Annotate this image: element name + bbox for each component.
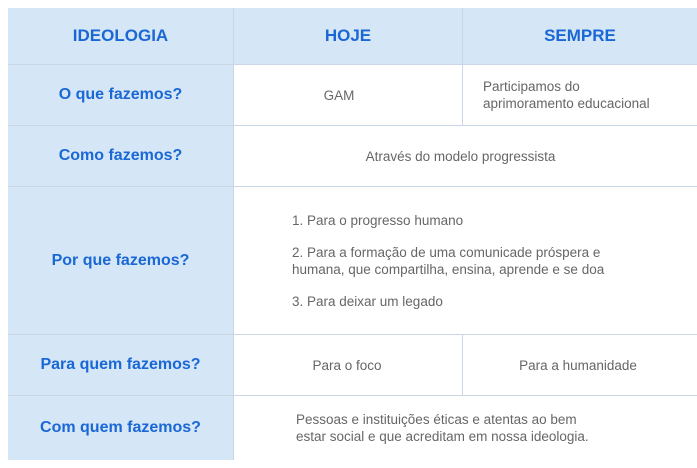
row-label-para-quem — [8, 335, 234, 396]
cell-text: Para o foco — [312, 357, 382, 373]
header-hoje-label: HOJE — [324, 26, 372, 45]
reason-item: 3. Para deixar um legado — [292, 293, 443, 309]
cell-como-merged — [234, 126, 697, 187]
row-label-o-que — [8, 65, 234, 126]
header-ideologia — [8, 8, 234, 65]
reason-item: 2. Para a formação de uma comunicade próspera e humana, que compartilha, ensina, aprende e se doa — [292, 244, 605, 277]
cell-para-quem-hoje — [234, 335, 463, 396]
cell-text: GAM — [323, 87, 355, 103]
reason-item: 1. Para o progresso humano — [292, 212, 464, 228]
header-hoje — [234, 8, 463, 65]
row-label-text: Por que fazemos? — [51, 251, 190, 269]
header-ideologia-label: IDEOLOGIA — [72, 26, 169, 45]
reasons-list — [234, 212, 604, 310]
cell-o-que-sempre — [463, 65, 697, 126]
row-label-com-quem — [8, 396, 234, 460]
header-sempre — [463, 8, 697, 65]
row-label-por-que — [8, 187, 234, 335]
cell-text: Através do modelo progressista — [365, 148, 556, 164]
row-label-text: Para quem fazemos? — [40, 356, 201, 373]
row-label-text: Como fazemos? — [58, 147, 183, 164]
cell-por-que-merged — [234, 187, 697, 335]
cell-text: Participamos do aprimoramento educacional — [483, 79, 650, 111]
cell-text: Pessoas e instituições éticas e atentas ao bem estar social e que acreditam em nossa ideologia. — [296, 412, 589, 444]
row-label-como — [8, 126, 234, 187]
cell-text: Para a humanidade — [519, 357, 637, 373]
ideology-table — [8, 8, 697, 460]
header-sempre-label: SEMPRE — [544, 26, 616, 45]
cell-o-que-hoje — [234, 65, 463, 126]
cell-para-quem-sempre — [463, 335, 697, 396]
row-label-text: Com quem fazemos? — [40, 419, 201, 436]
row-label-text: O que fazemos? — [58, 86, 183, 103]
cell-com-quem-merged — [234, 396, 697, 460]
